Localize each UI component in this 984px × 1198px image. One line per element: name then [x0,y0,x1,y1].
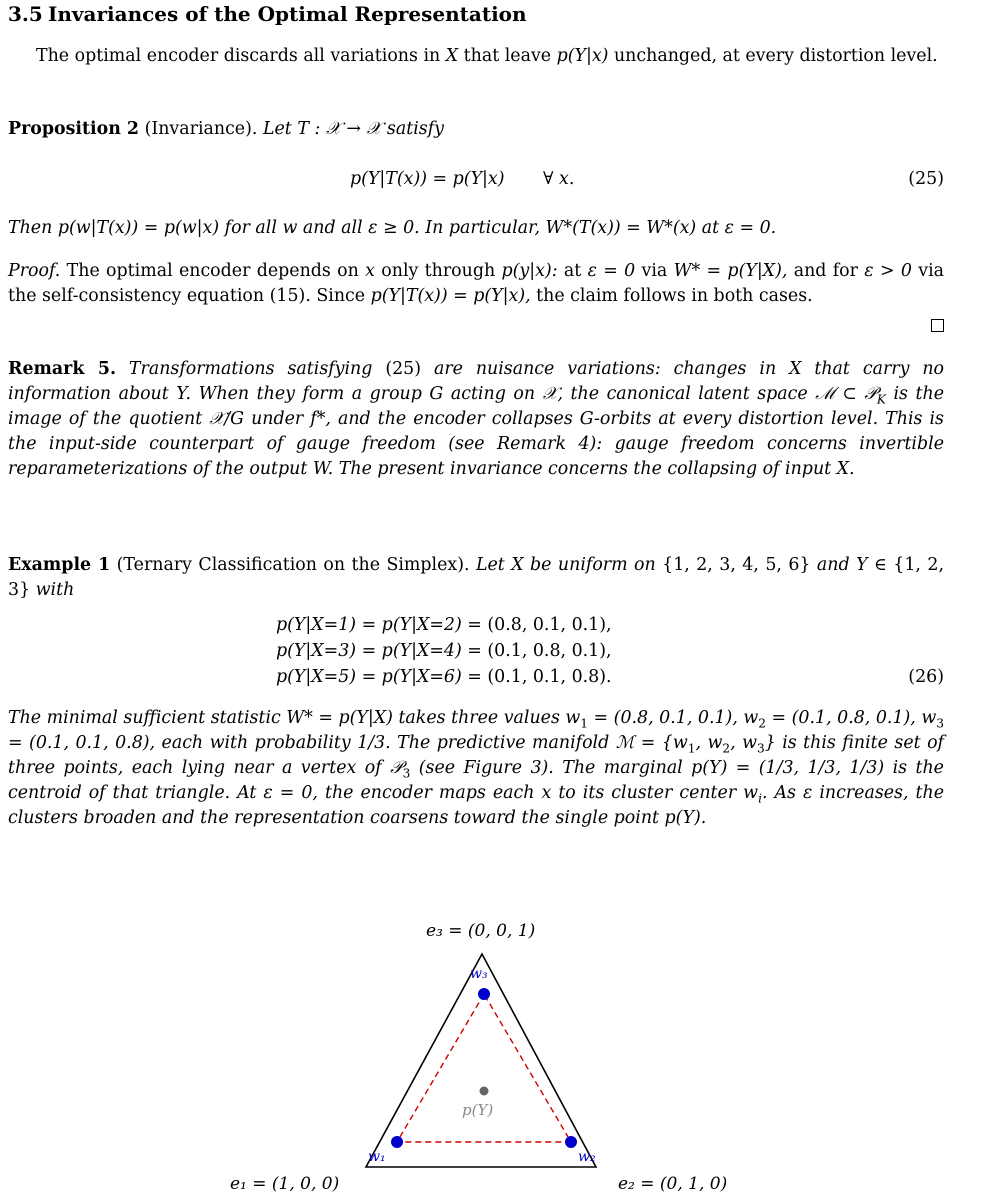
point-w3 [478,988,490,1000]
section-number: 3.5 [8,2,43,26]
eq26-line-3: p(Y|X=5) = p(Y|X=6) = (0.1, 0.1, 0.8). [276,667,612,687]
vertex-label-e1: e₁ = (1, 0, 0) [230,1174,340,1194]
proof-paragraph: Proof. The optimal encoder depends on x only through p(y|x): at ε = 0 via W* = p(Y|X), and for ε > 0 via the self-consistency equation (15). Since p(Y|T(x)) = p(Y|x), the claim follows in both cases. [8,259,944,309]
centroid-point [480,1087,489,1096]
proposition-conclusion: Then p(w|T(x)) = p(w|x) for all w and all ε ≥ 0. In particular, W*(T(x)) = W*(x) at ε = 0. [8,218,777,238]
equation-26 [8,613,944,691]
equation-number: (25) [908,169,944,189]
equation-number: (26) [908,667,944,687]
point-w2 [565,1136,577,1148]
vertex-label-e3: e₃ = (0, 0, 1) [426,921,536,941]
example-body: The minimal sufficient statistic W* = p(Y|X) takes three values $w_1 = (0.8$, 0.1, 0.1), $w_2 = (0.1$, 0.8, 0.1), $w_3 = (0.1$, 0.1, 0.8), each with probability 1/3. The predictive manifold ℳ = {$w_1$, $w_2$, $w_3$} is this finite set of three points, each lying near a vertex of 𝒫$_3$ (see Figure 3). The marginal p(Y) = (1/3, 1/3, 1/3) is the centroid of that triangle. At ε = 0, the encoder maps each x to its cluster center $w_i$. As ε increases, the clusters broaden and the representation coarsens toward the single point p(Y). [8,708,944,828]
label-w3: w₃ [470,966,488,982]
vertex-label-e2: e₂ = (0, 1, 0) [618,1174,728,1194]
section-title: Invariances of the Optimal Representation [48,2,527,26]
label-centroid: p(Y) [462,1101,494,1119]
remark-paragraph: Remark 5. Transformations satisfying (25) are nuisance variations: changes in X that carry no information about Y. When they form a group G acting on 𝒳, the canonical latent space ℳ ⊂ 𝒫$_K$ is the image of the quotient 𝒳/G under f*, and the encoder collapses G-orbits at every distortion level. This is the input-side counterpart of gauge freedom (see Remark 4): gauge freedom concerns invertible reparameterizations of the output W. The present invariance concerns the collapsing of input X. [8,359,944,479]
eq26-line-2: p(Y|X=3) = p(Y|X=4) = (0.1, 0.8, 0.1), [276,641,612,661]
eq26-line-1: p(Y|X=1) = p(Y|X=2) = (0.8, 0.1, 0.1), [276,615,612,635]
section-heading [8,2,527,27]
simplex-figure [208,916,768,1196]
label-w2: w₂ [578,1149,596,1165]
example-heading: Example 1 (Ternary Classification on the Simplex). Let X be uniform on {1, 2, 3, 4, 5, 6} and Y ∈ {1, 2, 3} with [8,555,944,600]
proposition-heading: Proposition 2 (Invariance). Let T : 𝒳 → 𝒳 satisfy [8,119,444,139]
point-w1 [391,1136,403,1148]
predictive-manifold-triangle [397,994,571,1142]
intro-paragraph: The optimal encoder discards all variations in X that leave p(Y|x) unchanged, at every distortion level. [36,46,938,66]
qed-box [931,319,944,332]
label-w1: w₁ [368,1149,386,1165]
